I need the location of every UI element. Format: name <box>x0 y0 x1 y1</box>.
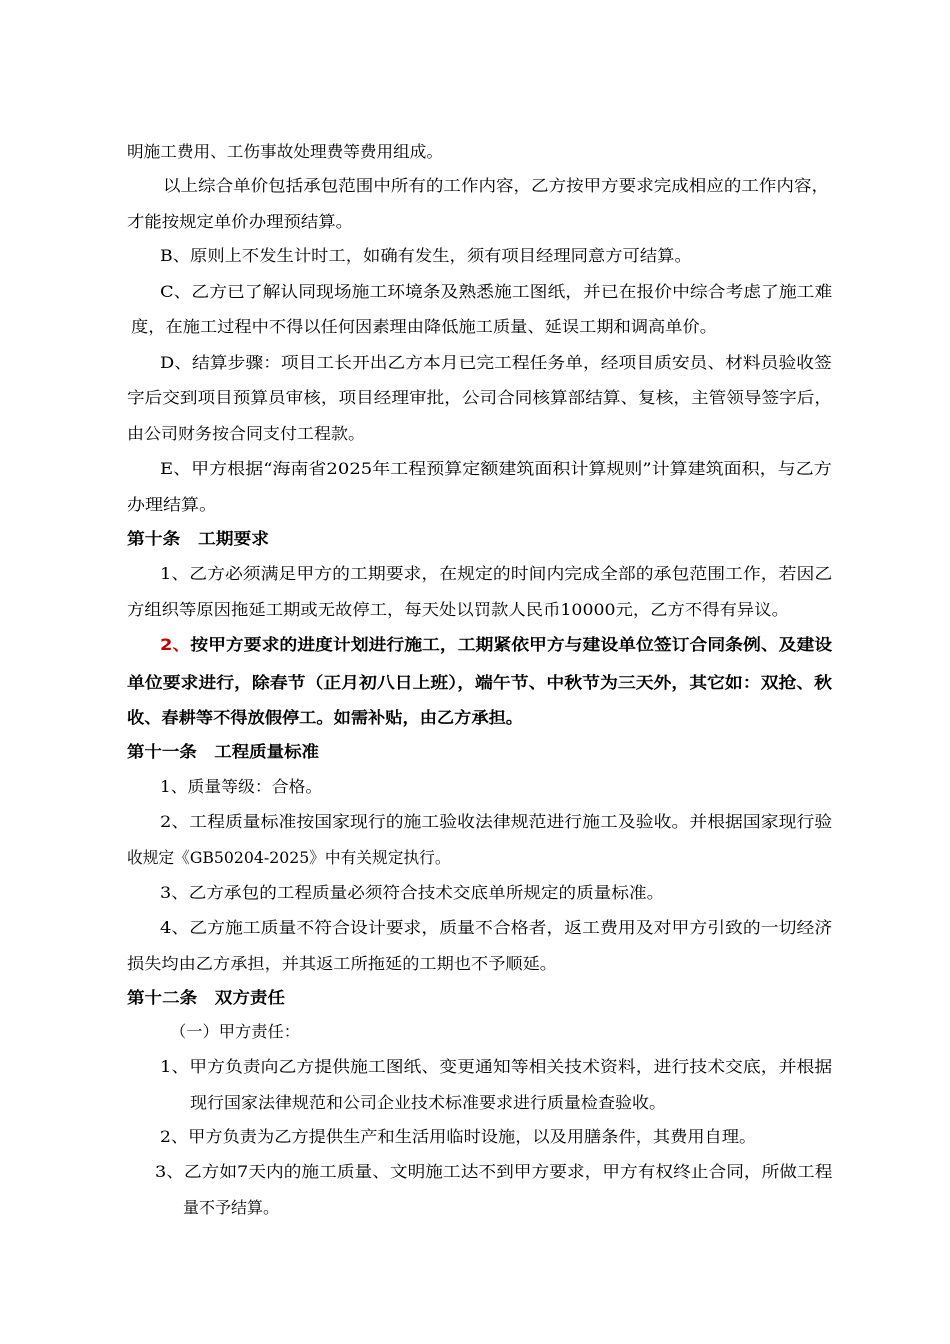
text-line: 以上综合单价包括承包范围中所有的工作内容，乙方按甲方要求完成相应的工作内容， <box>163 176 830 195</box>
text-line: 由公司财务按合同支付工程款。 <box>127 424 366 443</box>
text-line: 量不予结算。 <box>183 1198 280 1217</box>
text-line: 字后交到项目预算员审核，项目经理审批，公司合同核算部结算、复核，主管领导签字后， <box>127 388 833 407</box>
text-line: B、原则上不发生计时工，如确有发生，须有项目经理同意方可结算。 <box>160 246 692 265</box>
text-line: 明施工费用、工伤事故处理费等费用组成。 <box>127 142 444 161</box>
text-line: 4、乙方施工质量不符合设计要求，质量不合格者，返工费用及对甲方引致的一切经济 <box>160 918 833 937</box>
text-line: 第十二条 双方责任 <box>127 988 286 1007</box>
text-line <box>160 635 832 655</box>
text-line: 第十一条 工程质量标准 <box>127 742 320 761</box>
text-line: 2、工程质量标准按国家现行的施工验收法律规范进行施工及验收。并根据国家现行验 <box>160 812 833 831</box>
text-line: 3、乙方承包的工程质量必须符合技术交底单所规定的质量标准。 <box>160 883 665 902</box>
text-line: 2、甲方负责为乙方提供生产和生活用临时设施，以及用膳条件，其费用自理。 <box>160 1127 757 1146</box>
text-line: 度，在施工过程中不得以任何因素理由降低施工质量、延误工期和调高单价。 <box>131 317 718 336</box>
text-line: 方组织等原因拖延工期或无故停工，每天处以罚款人民币10000元，乙方不得有异议。 <box>127 600 789 619</box>
text-line: E、甲方根据“海南省2025年工程预算定额建筑面积计算规则”计算建筑面积，与乙方 <box>160 459 832 478</box>
text-line: 才能按规定单价办理预结算。 <box>127 212 354 231</box>
text-line: 办理结算。 <box>127 495 218 514</box>
text-line: 现行国家法律规范和公司企业技术标准要求进行质量检查验收。 <box>190 1093 667 1112</box>
text-line: C、乙方已了解认同现场施工环境条及熟悉施工图纸，并已在报价中综合考虑了施工难 <box>160 282 833 301</box>
text-line: 1、乙方必须满足甲方的工期要求，在规定的时间内完成全部的承包范围工作，若因乙 <box>160 564 833 583</box>
text-line: 3、乙方如7天内的施工质量、文明施工达不到甲方要求，甲方有权终止合同，所做工程 <box>155 1162 833 1181</box>
text-line: 单位要求进行，除春节（正月初八日上班），端午节、中秋节为三天外，其它如：双抢、秋 <box>127 673 833 692</box>
text-line: 1、质量等级：合格。 <box>160 777 323 796</box>
text-line: 收规定《GB50204-2025》中有关规定执行。 <box>127 848 451 867</box>
list-number: 2、 <box>160 635 191 654</box>
text-line: 损失均由乙方承担，并其返工所拖延的工期也不予顺延。 <box>127 954 558 973</box>
text-line: 第十条 工期要求 <box>127 529 270 548</box>
text-line: （一）甲方责任： <box>170 1022 301 1041</box>
text-line: 1、甲方负责向乙方提供施工图纸、变更通知等相关技术资料，进行技术交底，并根据 <box>160 1057 833 1076</box>
text-line: 收、春耕等不得放假停工。如需补贴，由乙方承担。 <box>127 708 524 727</box>
text-line: D、结算步骤：项目工长开出乙方本月已完工程任务单，经项目质安员、材料员验收签 <box>160 353 832 372</box>
line-text: 按甲方要求的进度计划进行施工，工期紧依甲方与建设单位签订合同条例、及建设 <box>190 635 833 654</box>
